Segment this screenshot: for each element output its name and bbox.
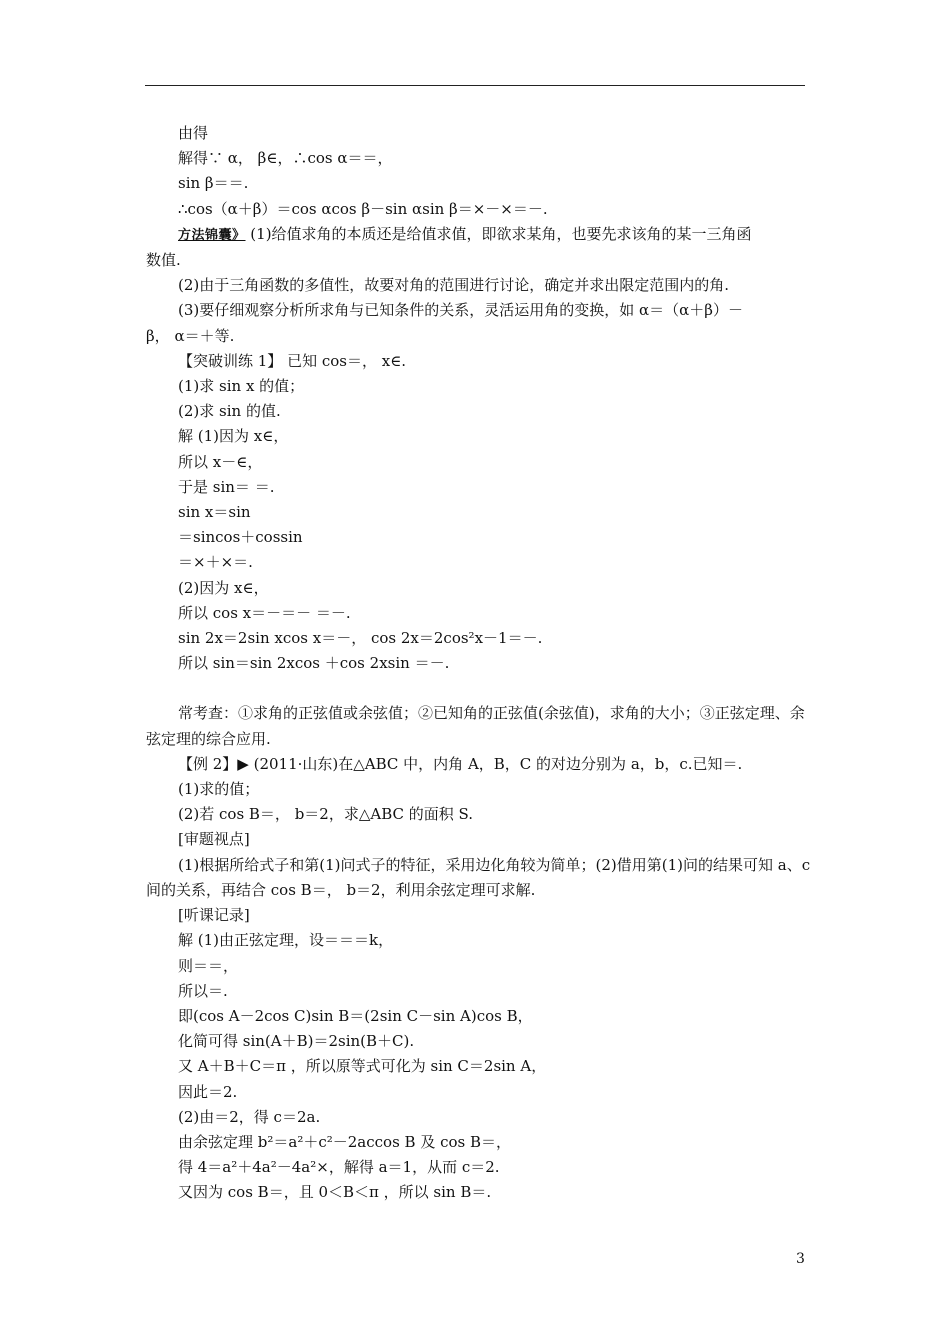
text-line: 数值. xyxy=(146,251,181,270)
text-line: (1)求的值； xyxy=(178,780,260,799)
text-line: 解 (1)由正弦定理，设＝＝＝k， xyxy=(178,931,394,950)
text-line: 解得∵ α， β∈，∴cos α＝＝， xyxy=(178,149,393,168)
section-label: [听课记录] xyxy=(178,906,250,925)
text-line: 又因为 cos B＝，且 0＜B＜π ，所以 sin B＝. xyxy=(178,1183,492,1202)
text-line: 则＝＝， xyxy=(178,956,239,975)
example-heading: 【例 2】▶ (2011·山东)在△ABC 中，内角 A，B，C 的对边分别为 a，b，c.已知＝. xyxy=(178,754,743,773)
text-line: 由余弦定理 b²＝a²＋c²－2accos B 及 cos B＝， xyxy=(178,1132,512,1151)
method-tip-badge: 方法锦囊》 xyxy=(178,227,246,243)
text-line: 所以 cos x＝－＝－ ＝－. xyxy=(178,603,351,622)
text-line: (2)由于三角函数的多值性，故要对角的范围进行讨论，确定并求出限定范围内的角. xyxy=(178,276,730,295)
paragraph-gap xyxy=(146,676,814,701)
text-line: 解 (1)因为 x∈， xyxy=(178,427,289,446)
text-line: sin x＝sin xyxy=(178,503,251,522)
section-label: [审题视点] xyxy=(178,830,250,849)
page-number: 3 xyxy=(796,1251,805,1267)
header-rule xyxy=(145,85,805,86)
text-line: (2)由＝2，得 c＝2a. xyxy=(178,1107,321,1126)
text-line: sin 2x＝2sin xcos x＝－， cos 2x＝2cos²x－1＝－. xyxy=(178,629,543,648)
text-line: 因此＝2. xyxy=(178,1082,238,1101)
text-line: 得 4＝a²＋4a²－4a²×，解得 a＝1，从而 c＝2. xyxy=(178,1158,500,1177)
text-line: 又 A＋B＋C＝π ，所以原等式可化为 sin C＝2sin A， xyxy=(178,1057,547,1076)
text-line: (2)求 sin 的值. xyxy=(178,402,281,421)
text-line: 所以＝. xyxy=(178,981,228,1000)
text-line: (1)求 sin x 的值； xyxy=(178,377,305,396)
text-line: (2)因为 x∈， xyxy=(178,578,269,597)
text-line: 所以 x－∈， xyxy=(178,452,263,471)
text-line: (1)给值求角的本质还是给值求值，即欲求某角，也要先求该角的某一三角函 xyxy=(250,224,752,243)
text-line: 即(cos A－2cos C)sin B＝(2sin C－sin A)cos B， xyxy=(178,1006,533,1025)
exercise-heading: 【突破训练 1】 已知 cos＝， x∈. xyxy=(178,351,407,370)
text-line: ∴cos（α＋β）＝cos αcos β－sin αsin β＝×－×＝－. xyxy=(178,199,548,218)
text-line: 由得 xyxy=(178,124,209,142)
text-paragraph: (1)根据所给式子和第(1)问式子的特征，采用边化角较为简单；(2)借用第(1)问的结果可知 a、c 间的关系，再结合 cos B＝， b＝2，利用余弦定理可求解. xyxy=(146,855,811,899)
text-line: ＝×＋×＝. xyxy=(178,553,253,572)
text-line: sin β＝＝. xyxy=(178,174,249,193)
text-line: 化简可得 sin(A＋B)＝2sin(B＋C). xyxy=(178,1032,415,1051)
text-line: (3)要仔细观察分析所求角与已知条件的关系，灵活运用角的变换，如 α＝（α＋β）－ xyxy=(178,301,743,320)
text-paragraph: 常考查：①求角的正弦值或余弦值；②已知角的正弦值(余弦值)，求角的大小；③正弦定理、余弦定理的综合应用. xyxy=(146,704,805,748)
text-line: β， α＝＋等. xyxy=(146,326,235,345)
text-line: 所以 sin＝sin 2xcos ＋cos 2xsin ＝－. xyxy=(178,654,450,673)
method-tip-line xyxy=(146,222,814,248)
document-body xyxy=(146,121,814,1206)
text-line: (2)若 cos B＝， b＝2，求△ABC 的面积 S. xyxy=(178,805,474,824)
text-line: ＝sincos＋cossin xyxy=(178,528,303,547)
text-line: 于是 sin＝ ＝. xyxy=(178,477,275,496)
